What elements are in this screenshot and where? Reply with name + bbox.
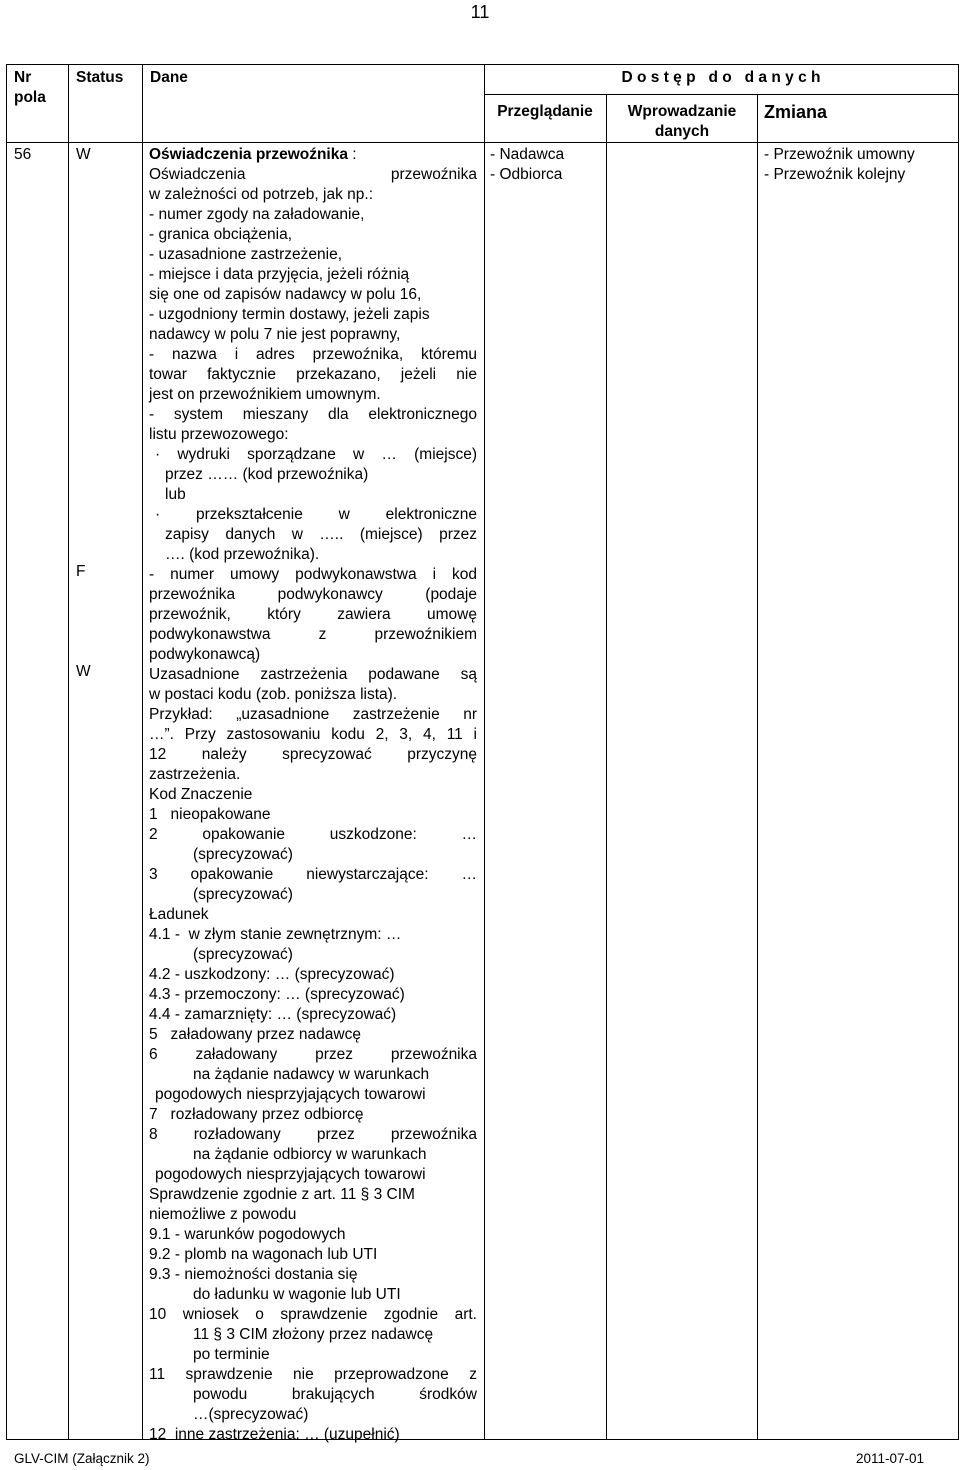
dane-line-22: przewoźnik, który zawiera umowę <box>149 606 477 623</box>
dane-line-7: - uzgodniony termin dostawy, jeżeli zapis <box>149 306 430 323</box>
dane-line-43: 5 załadowany przez nadawcę <box>149 1026 361 1043</box>
dane-title-line <box>149 145 477 165</box>
dane-content <box>149 145 477 1445</box>
header-wprowadzanie-danych: Wprowadzanie danych <box>627 103 737 140</box>
table-border-top <box>6 64 959 65</box>
przegladanie-content <box>490 145 564 185</box>
przegladanie-odbiorca: - Odbiorca <box>490 166 563 183</box>
dane-line-20: - numer umowy podwykonawstwa i kod <box>149 566 477 583</box>
dane-line-21: przewoźnika podwykonawcy (podaje <box>149 586 477 603</box>
dane-line-26: w postaci kodu (zob. poniższa lista). <box>149 686 398 703</box>
dane-line-8: nadawcy w polu 7 nie jest poprawny, <box>149 326 401 343</box>
header-zmiana: Zmiana <box>764 102 828 122</box>
subheader-divider <box>484 94 959 95</box>
dane-line-30: zastrzeżenia. <box>149 766 241 783</box>
dane-line-36: (sprecyzować) <box>193 886 293 903</box>
dane-line-35: 3 opakowanie niewystarczające: … <box>149 866 477 883</box>
dane-line-54: 9.2 - plomb na wagonach lub UTI <box>149 1246 378 1263</box>
dane-line-29: 12 należy sprecyzować przyczynę <box>149 746 477 763</box>
col-divider-dostep <box>484 64 485 1440</box>
dane-line-23: podwykonawstwa z przewoźnikiem <box>149 626 477 643</box>
dane-line-58: 11 § 3 CIM złożony przez nadawcę <box>193 1326 434 1343</box>
dane-line-25: Uzasadnione zastrzeżenia podawane są <box>149 666 477 683</box>
dane-line-6: się one od zapisów nadawcy w polu 16, <box>149 286 422 303</box>
przegladanie-nadawca: - Nadawca <box>490 146 565 163</box>
col-divider-status <box>68 64 69 1440</box>
dane-line-48: 8 rozładowany przez przewoźnika <box>149 1126 477 1143</box>
dane-line-1: w zależności od potrzeb, jak np.: <box>149 186 374 203</box>
dane-line-59: po terminie <box>193 1346 270 1363</box>
col-border-right <box>958 64 959 1440</box>
col-divider-zmiana <box>757 94 758 1440</box>
dane-line-33: 2 opakowanie uszkodzone: … <box>149 826 477 843</box>
dane-line-55: 9.3 - niemożności dostania się <box>149 1266 358 1283</box>
dane-line-5: - miejsce i data przyjęcia, jeżeli różnią <box>149 266 410 283</box>
header-status: Status <box>76 69 124 86</box>
dane-title-suffix: : <box>347 146 357 163</box>
dane-line-4: - uzasadnione zastrzeżenie, <box>149 246 343 263</box>
col-divider-wprowadzanie <box>606 94 607 1440</box>
dane-line-52: niemożliwe z powodu <box>149 1206 297 1223</box>
dane-line-24: podwykonawcą) <box>149 646 261 663</box>
zmiana-przewoznik-umowny: - Przewoźnik umowny <box>764 146 915 163</box>
status-w-1: W <box>76 146 91 163</box>
dane-line-42: 4.4 - zamarznięty: … (sprecyzować) <box>149 1006 397 1023</box>
dane-line-16: lub <box>165 486 186 503</box>
header-dane: Dane <box>150 69 188 86</box>
dane-line-45: na żądanie nadawcy w warunkach <box>193 1066 430 1083</box>
dane-line-37: Ładunek <box>149 906 209 923</box>
dane-line-57: 10 wniosek o sprawdzenie zgodnie art. <box>149 1306 477 1323</box>
dane-line-14: · wydruki sporządzane w … (miejsce) <box>155 446 477 463</box>
dane-line-61: powodu brakujących środków <box>193 1386 477 1403</box>
dane-line-12: - system mieszany dla elektronicznego <box>149 406 477 423</box>
footer-date: 2011-07-01 <box>855 1451 924 1466</box>
field-number: 56 <box>14 146 32 163</box>
status-w-2: W <box>76 663 91 680</box>
dane-line-15: przez …… (kod przewoźnika) <box>165 466 369 483</box>
dane-line-62: …(sprecyzować) <box>193 1406 309 1423</box>
status-f: F <box>76 563 86 580</box>
dane-line-49: na żądanie odbiorcy w warunkach <box>193 1146 427 1163</box>
dane-line-39: (sprecyzować) <box>193 946 293 963</box>
dane-line-44: 6 załadowany przez przewoźnika <box>149 1046 477 1063</box>
header-divider <box>6 142 959 143</box>
page-number: 11 <box>470 2 490 22</box>
dane-line-2: - numer zgody na załadowanie, <box>149 206 365 223</box>
dane-line-28: …”. Przy zastosowaniu kodu 2, 3, 4, 11 i <box>149 726 477 743</box>
header-przegladanie: Przeglądanie <box>497 103 593 120</box>
dane-line-18: zapisy danych w ….. (miejsce) przez <box>165 526 477 543</box>
dane-line-17: · przekształcenie w elektroniczne <box>155 506 477 523</box>
dane-line-40: 4.2 - uszkodzony: … (sprecyzować) <box>149 966 395 983</box>
dane-line-47: 7 rozładowany przez odbiorcę <box>149 1106 364 1123</box>
dane-line-3: - granica obciążenia, <box>149 226 293 243</box>
zmiana-content <box>764 145 915 185</box>
dane-line-11: jest on przewoźnikiem umownym. <box>149 386 381 403</box>
dane-title: Oświadczenia przewoźnika <box>149 146 348 163</box>
dane-line-0: Oświadczenia przewoźnika <box>149 166 477 183</box>
dane-line-41: 4.3 - przemoczony: … (sprecyzować) <box>149 986 405 1003</box>
dane-line-34: (sprecyzować) <box>193 846 293 863</box>
dane-line-31: Kod Znaczenie <box>149 786 253 803</box>
dane-line-38: 4.1 - w złym stanie zewnętrznym: … <box>149 926 402 943</box>
zmiana-przewoznik-kolejny: - Przewoźnik kolejny <box>764 166 906 183</box>
dane-line-50: pogodowych niesprzyjających towarowi <box>155 1166 426 1183</box>
dane-line-51: Sprawdzenie zgodnie z art. 11 § 3 CIM <box>149 1186 415 1203</box>
dane-line-56: do ładunku w wagonie lub UTI <box>193 1286 401 1303</box>
dane-line-46: pogodowych niesprzyjających towarowi <box>155 1086 426 1103</box>
header-dostep-do-danych: D o s t ę p d o d a n y c h <box>621 69 821 86</box>
data-access-table <box>6 64 959 1443</box>
dane-line-13: listu przewozowego: <box>149 426 289 443</box>
dane-line-63: 12 inne zastrzeżenia: … (uzupełnić) <box>149 1426 400 1443</box>
col-border-left <box>6 64 7 1440</box>
col-divider-dane <box>142 64 143 1440</box>
dane-line-60: 11 sprawdzenie nie przeprowadzone z <box>149 1366 477 1383</box>
dane-line-19: …. (kod przewoźnika). <box>165 546 320 563</box>
dane-line-9: - nazwa i adres przewoźnika, któremu <box>149 346 477 363</box>
dane-line-32: 1 nieopakowane <box>149 806 271 823</box>
header-nr-pola: Nr pola <box>14 69 46 106</box>
dane-line-10: towar faktycznie przekazano, jeżeli nie <box>149 366 477 383</box>
footer-left: GLV-CIM (Załącznik 2) <box>14 1451 150 1466</box>
dane-line-27: Przykład: „uzasadnione zastrzeżenie nr <box>149 706 477 723</box>
dane-line-53: 9.1 - warunków pogodowych <box>149 1226 346 1243</box>
